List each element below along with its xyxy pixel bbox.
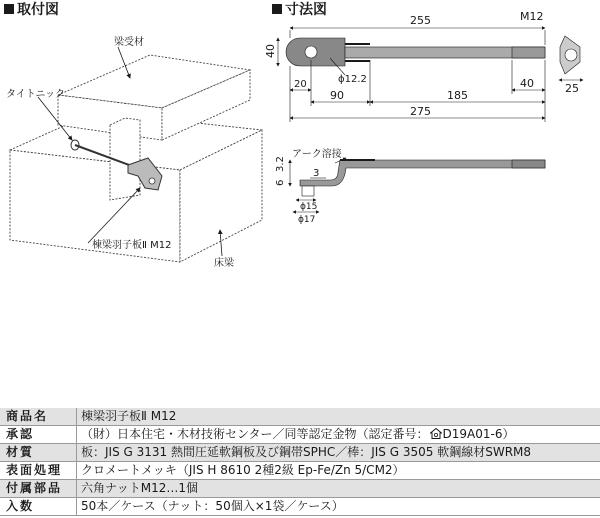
spec-key: 材質: [0, 444, 77, 462]
dim-40-left: 40: [264, 44, 277, 58]
dim-phi17: ϕ17: [298, 215, 316, 225]
label-floor-beam: 床梁: [214, 258, 234, 269]
spec-row-quantity: [0, 498, 600, 516]
dim-phi15: ϕ15: [300, 202, 318, 212]
spec-row-product-name: [0, 408, 600, 426]
dim-40-right: 40: [520, 77, 534, 90]
spec-value: 板：JIS G 3131 熱間圧延軟鋼板及び鋼帯SPHC／棒：JIS G 3505 軟鋼線材SWRM8: [77, 444, 600, 462]
dim-phi12-2: ϕ12.2: [338, 74, 367, 85]
dim-20: 20: [294, 79, 307, 90]
dim-3: 3: [313, 168, 320, 179]
spec-row-surface: [0, 462, 600, 480]
section-title-install: 取付図: [4, 2, 59, 18]
dim-25: 25: [565, 82, 579, 95]
dim-3-2: 3.2: [275, 156, 286, 172]
spec-value: 50本／ケース（ナット：50個入×1袋／ケース）: [77, 498, 600, 516]
spec-value: 棟梁羽子板Ⅱ M12: [77, 408, 600, 426]
dim-m12: M12: [520, 10, 544, 23]
dim-275: 275: [410, 105, 431, 118]
spec-row-approval: [0, 426, 600, 444]
spec-key: 承認: [0, 426, 77, 444]
plate-side-view: [300, 160, 545, 186]
label-tight-nick: タイトニック: [6, 89, 65, 100]
spec-value: （財）日本住宅・木材技術センター／同等認定金物（認定番号： D19A01-6）: [77, 426, 600, 444]
spec-key: 表面処理: [0, 462, 77, 480]
dim-6: 6: [275, 179, 286, 186]
spec-table: [0, 408, 600, 516]
dim-90: 90: [330, 89, 344, 102]
spec-key: 商品名: [0, 408, 77, 426]
label-beam-receiver: 梁受材: [114, 37, 144, 48]
spec-value: 六角ナットM12…1個: [77, 480, 600, 498]
label-arc-weld: アーク溶接: [292, 149, 342, 160]
spec-value: クロメートメッキ（JIS H 8610 2種2級 Ep-Fe/Zn 5/CM2）: [77, 462, 600, 480]
spec-row-accessories: [0, 480, 600, 498]
section-title-dims: 寸法図: [272, 2, 327, 18]
spec-key: 付属部品: [0, 480, 77, 498]
dim-255: 255: [410, 14, 431, 27]
spec-key: 入数: [0, 498, 77, 516]
house-mark-icon: [430, 428, 442, 439]
spec-row-material: [0, 444, 600, 462]
label-product: 棟梁羽子板Ⅱ M12: [92, 240, 172, 251]
dim-185: 185: [447, 89, 468, 102]
